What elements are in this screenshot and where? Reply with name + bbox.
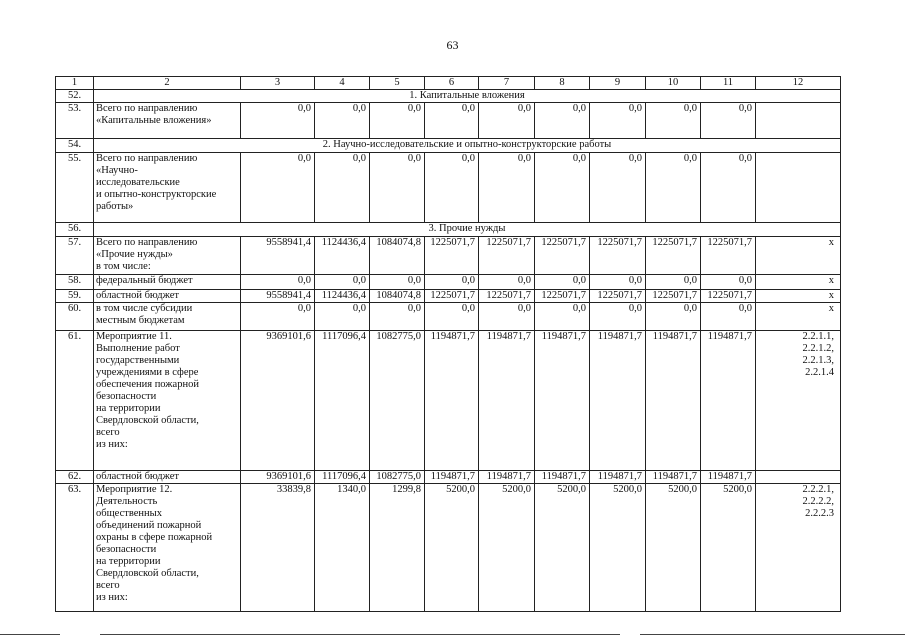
row-name: Мероприятие 12. Деятельность общественных объединений пожарной охраны в сфере пожарной безопасности на территории Свердловской области, всего из них: bbox=[94, 484, 241, 612]
row-number: 63. bbox=[56, 484, 94, 612]
row-name: федеральный бюджет bbox=[94, 275, 241, 290]
table-row bbox=[56, 484, 841, 612]
bottom-border-line bbox=[100, 634, 620, 635]
value-cell: 0,0 bbox=[425, 275, 479, 290]
value-cell: 0,0 bbox=[590, 303, 646, 331]
row-name: областной бюджет bbox=[94, 290, 241, 303]
value-cell: 1194871,7 bbox=[479, 471, 535, 484]
value-cell: 1124436,4 bbox=[315, 237, 370, 275]
header-cell: 1 bbox=[56, 77, 94, 90]
value-cell: 0,0 bbox=[535, 153, 590, 223]
value-cell: 1117096,4 bbox=[315, 471, 370, 484]
value-cell: 0,0 bbox=[370, 153, 425, 223]
row-name: в том числе субсидии местным бюджетам bbox=[94, 303, 241, 331]
section-title: 3. Прочие нужды bbox=[94, 223, 841, 237]
value-cell: 33839,8 bbox=[241, 484, 315, 612]
value-cell: 1225071,7 bbox=[590, 237, 646, 275]
value-cell: 0,0 bbox=[425, 303, 479, 331]
table-row bbox=[56, 153, 841, 223]
value-cell: 1340,0 bbox=[315, 484, 370, 612]
value-cell: 0,0 bbox=[535, 103, 590, 139]
value-cell: 1225071,7 bbox=[425, 290, 479, 303]
target-codes: 2.2.1.1, 2.2.1.2, 2.2.1.3, 2.2.1.4 bbox=[756, 331, 841, 471]
table-row bbox=[56, 471, 841, 484]
value-cell: 1082775,0 bbox=[370, 331, 425, 471]
value-cell: 1084074,8 bbox=[370, 290, 425, 303]
row-number: 62. bbox=[56, 471, 94, 484]
row-number: 57. bbox=[56, 237, 94, 275]
header-cell: 4 bbox=[315, 77, 370, 90]
value-cell: 0,0 bbox=[646, 275, 701, 290]
value-cell: 0,0 bbox=[241, 153, 315, 223]
bottom-border-line bbox=[640, 634, 905, 635]
value-cell: 1194871,7 bbox=[590, 471, 646, 484]
header-row bbox=[56, 77, 841, 90]
value-cell: 5200,0 bbox=[479, 484, 535, 612]
value-cell: 1225071,7 bbox=[535, 290, 590, 303]
value-cell: 0,0 bbox=[425, 103, 479, 139]
value-cell: 0,0 bbox=[241, 103, 315, 139]
value-cell: 0,0 bbox=[370, 275, 425, 290]
header-cell: 6 bbox=[425, 77, 479, 90]
value-cell: 0,0 bbox=[590, 103, 646, 139]
row-number: 54. bbox=[56, 139, 94, 153]
value-cell: 0,0 bbox=[646, 153, 701, 223]
target-codes: х bbox=[756, 275, 841, 290]
value-cell: 0,0 bbox=[425, 153, 479, 223]
value-cell: 1225071,7 bbox=[590, 290, 646, 303]
table-row bbox=[56, 331, 841, 471]
value-cell: 0,0 bbox=[315, 103, 370, 139]
table-row bbox=[56, 103, 841, 139]
value-cell: 1117096,4 bbox=[315, 331, 370, 471]
value-cell: 0,0 bbox=[590, 275, 646, 290]
value-cell: 0,0 bbox=[370, 303, 425, 331]
target-codes: х bbox=[756, 290, 841, 303]
value-cell: 0,0 bbox=[701, 103, 756, 139]
value-cell: 5200,0 bbox=[701, 484, 756, 612]
program-table bbox=[55, 76, 841, 612]
value-cell: 0,0 bbox=[479, 275, 535, 290]
value-cell: 0,0 bbox=[701, 303, 756, 331]
value-cell: 1082775,0 bbox=[370, 471, 425, 484]
target-codes bbox=[756, 153, 841, 223]
target-codes bbox=[756, 471, 841, 484]
value-cell: 0,0 bbox=[315, 153, 370, 223]
target-codes: 2.2.2.1, 2.2.2.2, 2.2.2.3 bbox=[756, 484, 841, 612]
value-cell: 0,0 bbox=[646, 103, 701, 139]
value-cell: 1194871,7 bbox=[701, 471, 756, 484]
value-cell: 5200,0 bbox=[646, 484, 701, 612]
row-name: Всего по направлению «Научно- исследовательские и опытно-конструкторские работы» bbox=[94, 153, 241, 223]
table-row bbox=[56, 290, 841, 303]
value-cell: 1194871,7 bbox=[425, 331, 479, 471]
row-name: Мероприятие 11. Выполнение работ государственными учреждениями в сфере обеспечения пожарной безопасности на территории Свердловской области, всего из них: bbox=[94, 331, 241, 471]
value-cell: 1225071,7 bbox=[535, 237, 590, 275]
row-number: 58. bbox=[56, 275, 94, 290]
value-cell: 1225071,7 bbox=[646, 237, 701, 275]
value-cell: 1194871,7 bbox=[701, 331, 756, 471]
row-number: 55. bbox=[56, 153, 94, 223]
header-cell: 7 bbox=[479, 77, 535, 90]
value-cell: 9558941,4 bbox=[241, 290, 315, 303]
section-row bbox=[56, 90, 841, 103]
target-codes: х bbox=[756, 303, 841, 331]
value-cell: 0,0 bbox=[646, 303, 701, 331]
value-cell: 0,0 bbox=[535, 275, 590, 290]
page-number: 63 bbox=[446, 38, 459, 52]
header-cell: 3 bbox=[241, 77, 315, 90]
value-cell: 1194871,7 bbox=[535, 471, 590, 484]
table-row bbox=[56, 275, 841, 290]
bottom-border-line bbox=[0, 634, 60, 635]
row-number: 52. bbox=[56, 90, 94, 103]
row-number: 60. bbox=[56, 303, 94, 331]
header-cell: 10 bbox=[646, 77, 701, 90]
value-cell: 1225071,7 bbox=[701, 237, 756, 275]
header-cell: 11 bbox=[701, 77, 756, 90]
row-name: областной бюджет bbox=[94, 471, 241, 484]
value-cell: 9369101,6 bbox=[241, 331, 315, 471]
value-cell: 1225071,7 bbox=[425, 237, 479, 275]
value-cell: 1225071,7 bbox=[701, 290, 756, 303]
value-cell: 1084074,8 bbox=[370, 237, 425, 275]
row-name: Всего по направлению «Капитальные вложения» bbox=[94, 103, 241, 139]
header-cell: 2 bbox=[94, 77, 241, 90]
header-cell: 9 bbox=[590, 77, 646, 90]
value-cell: 0,0 bbox=[535, 303, 590, 331]
value-cell: 0,0 bbox=[590, 153, 646, 223]
section-row bbox=[56, 223, 841, 237]
row-number: 61. bbox=[56, 331, 94, 471]
value-cell: 1225071,7 bbox=[646, 290, 701, 303]
value-cell: 1194871,7 bbox=[646, 471, 701, 484]
value-cell: 0,0 bbox=[241, 275, 315, 290]
row-name: Всего по направлению «Прочие нужды» в том числе: bbox=[94, 237, 241, 275]
value-cell: 0,0 bbox=[701, 153, 756, 223]
target-codes: х bbox=[756, 237, 841, 275]
value-cell: 9558941,4 bbox=[241, 237, 315, 275]
value-cell: 0,0 bbox=[479, 303, 535, 331]
value-cell: 0,0 bbox=[370, 103, 425, 139]
value-cell: 9369101,6 bbox=[241, 471, 315, 484]
value-cell: 1194871,7 bbox=[590, 331, 646, 471]
value-cell: 0,0 bbox=[479, 103, 535, 139]
value-cell: 5200,0 bbox=[535, 484, 590, 612]
value-cell: 1194871,7 bbox=[646, 331, 701, 471]
section-title: 2. Научно-исследовательские и опытно-конструкторские работы bbox=[94, 139, 841, 153]
row-number: 59. bbox=[56, 290, 94, 303]
target-codes bbox=[756, 103, 841, 139]
row-number: 56. bbox=[56, 223, 94, 237]
value-cell: 1225071,7 bbox=[479, 290, 535, 303]
table-row bbox=[56, 237, 841, 275]
header-cell: 5 bbox=[370, 77, 425, 90]
section-title: 1. Капитальные вложения bbox=[94, 90, 841, 103]
section-row bbox=[56, 139, 841, 153]
value-cell: 5200,0 bbox=[590, 484, 646, 612]
value-cell: 1299,8 bbox=[370, 484, 425, 612]
value-cell: 1194871,7 bbox=[535, 331, 590, 471]
value-cell: 1225071,7 bbox=[479, 237, 535, 275]
value-cell: 1194871,7 bbox=[479, 331, 535, 471]
value-cell: 0,0 bbox=[479, 153, 535, 223]
value-cell: 0,0 bbox=[701, 275, 756, 290]
value-cell: 0,0 bbox=[315, 303, 370, 331]
row-number: 53. bbox=[56, 103, 94, 139]
value-cell: 1194871,7 bbox=[425, 471, 479, 484]
value-cell: 0,0 bbox=[241, 303, 315, 331]
header-cell: 12 bbox=[756, 77, 841, 90]
value-cell: 1124436,4 bbox=[315, 290, 370, 303]
value-cell: 5200,0 bbox=[425, 484, 479, 612]
table-row bbox=[56, 303, 841, 331]
value-cell: 0,0 bbox=[315, 275, 370, 290]
header-cell: 8 bbox=[535, 77, 590, 90]
